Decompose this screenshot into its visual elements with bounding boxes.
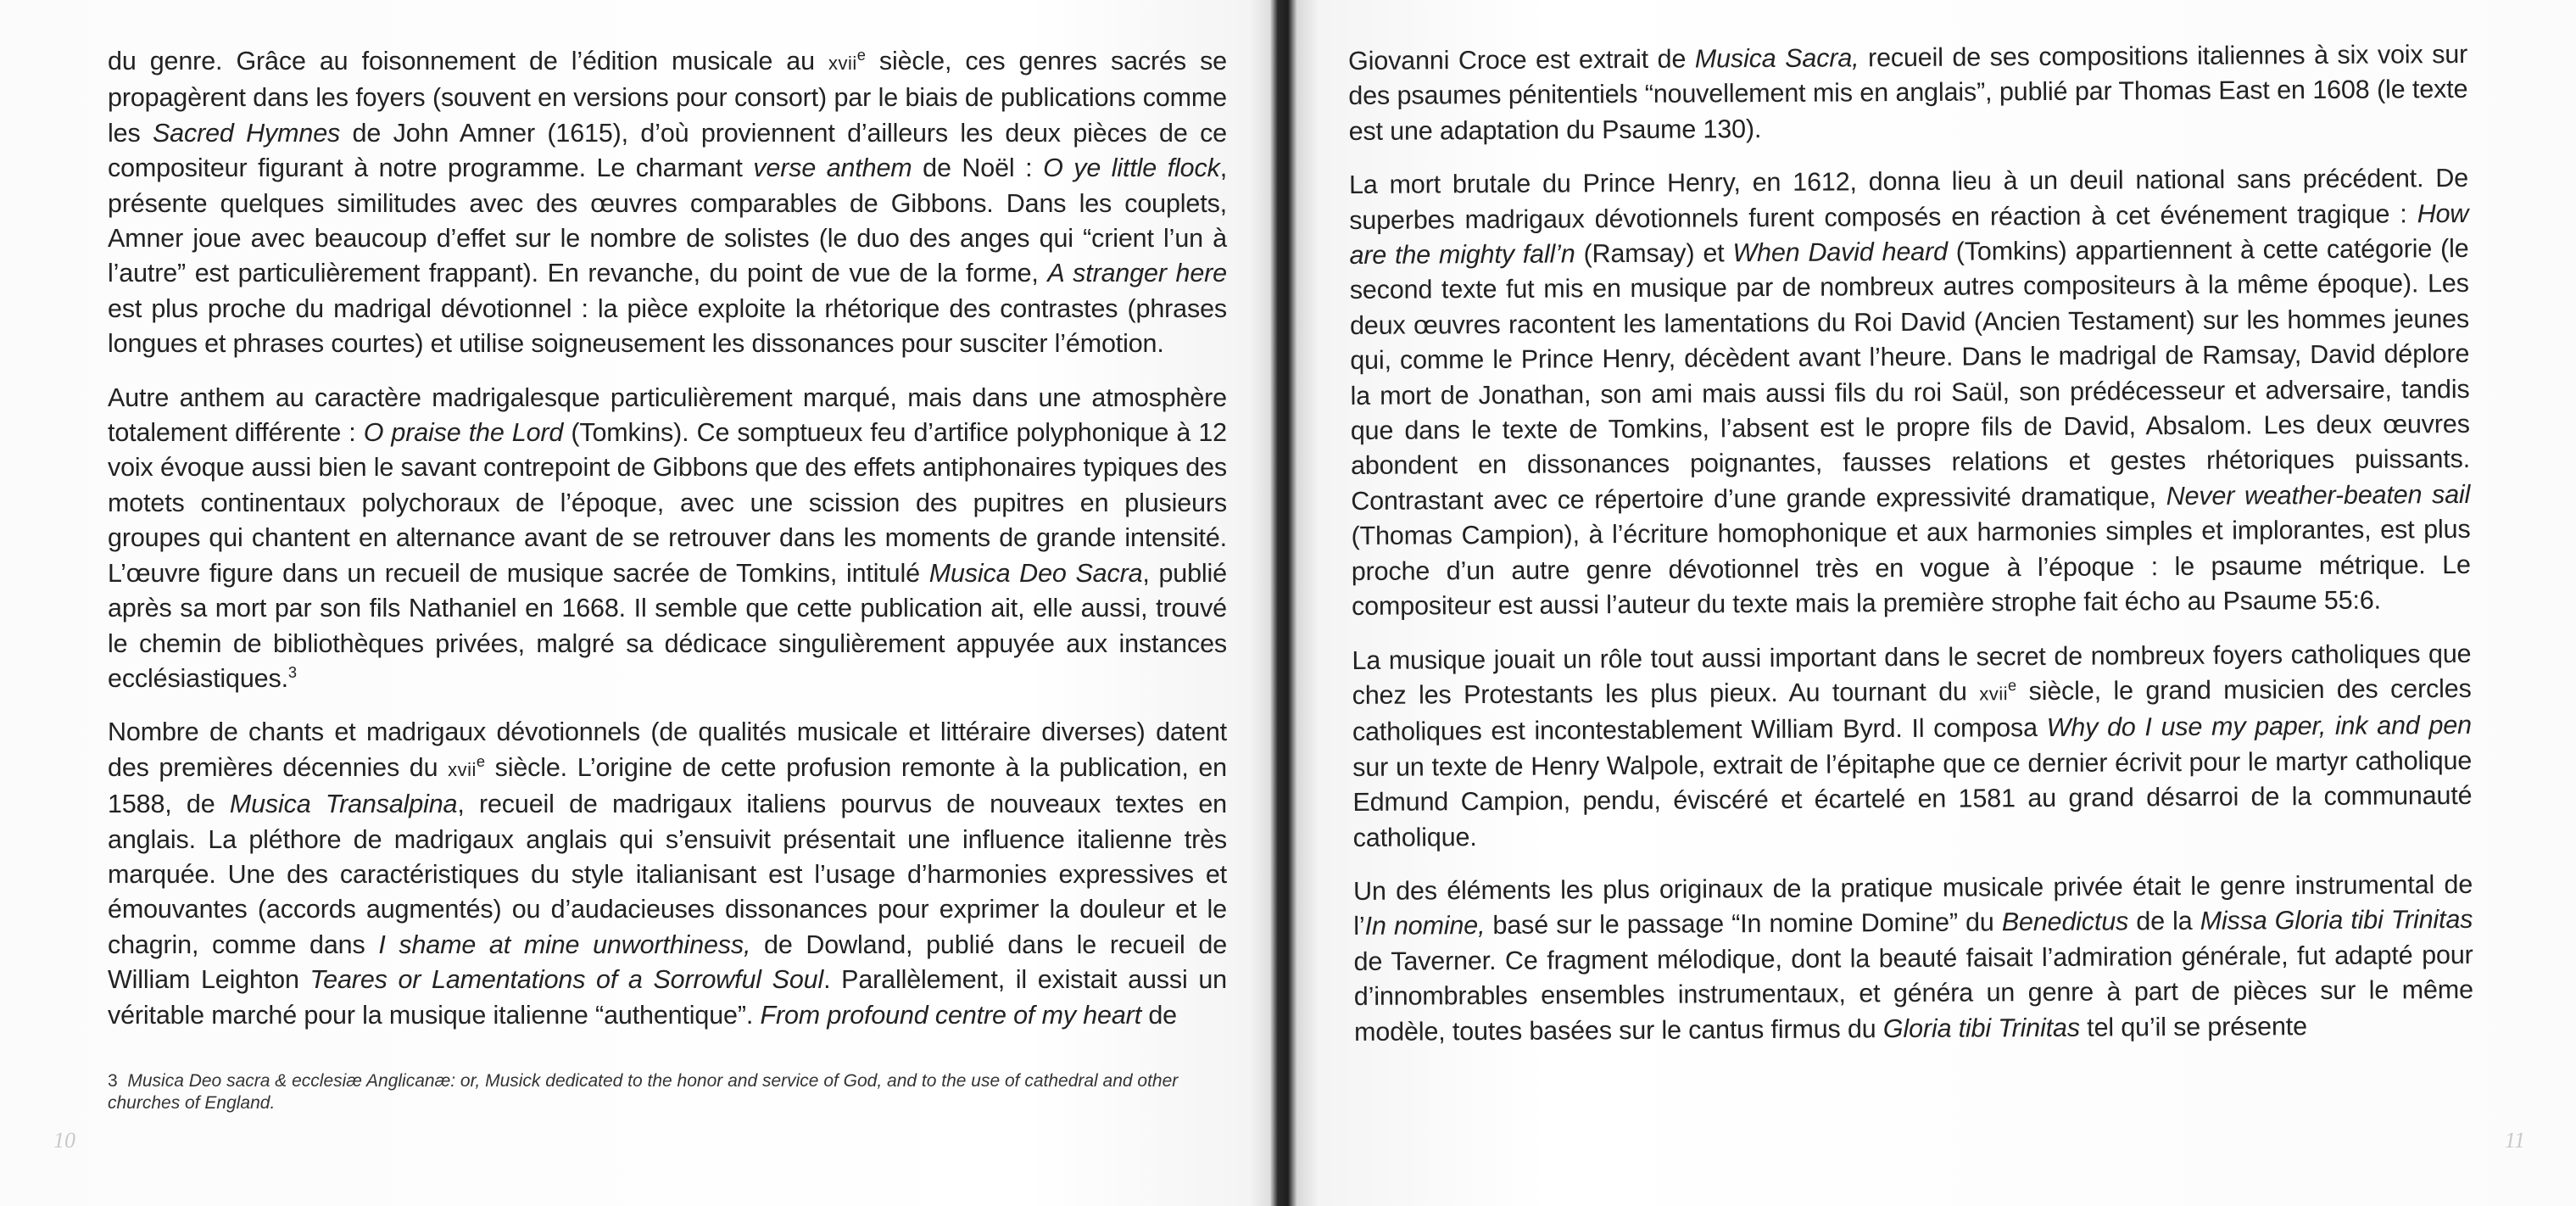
italic-text: O praise the Lord bbox=[363, 418, 564, 448]
text-run: , recueil de madrigaux italiens pourvus de nouveaux textes en anglais. La pléthore de madrigaux anglais qui s’ensuivit présentait une influence italienne très marquée. Une des caractéristiques du style italianisant est l’usage d’harmonies expressives et émouvantes (accords augmentés) ou d’audacieuses dissonances pour exprimer la douleur et le chagrin, comme dans bbox=[108, 790, 1227, 959]
text-run: de Dowland, publié dans le recueil de William Leighton bbox=[108, 930, 1228, 995]
page-number-left: 10 bbox=[53, 1128, 75, 1153]
right-text-column bbox=[1348, 37, 2473, 1069]
text-run: du genre. Grâce au foisonnement de l’édition musicale au bbox=[108, 47, 829, 75]
paragraph bbox=[108, 44, 1227, 362]
right-page bbox=[1304, 0, 2576, 1206]
text-run: est plus proche du madrigal dévotionnel : la pièce exploite la rhétorique des contrastes (phrases longues et phrases courtes) et utilise soigneusement les dissonances pour susciter l’émotion. bbox=[108, 293, 1227, 359]
page-number-right: 11 bbox=[2504, 1128, 2525, 1153]
text-run: tel qu’il se présente bbox=[2079, 1011, 2307, 1042]
italic-text: A stranger here bbox=[1047, 259, 1227, 288]
text-run: Nombre de chants et madrigaux dévotionnels (de qualités musicale et littéraire diverses) datent des premières décennies du bbox=[108, 717, 1227, 782]
italic-text: In nomine, bbox=[1364, 911, 1486, 941]
italic-text: How are the mighty fall’n bbox=[1349, 198, 2469, 271]
superscript: e bbox=[2007, 675, 2017, 695]
text-run: de la bbox=[2128, 907, 2200, 936]
footnote-text: Musica Deo sacra & ecclesiæ Anglicanæ: or, Musick dedicated to the honor and service of God, and to the use of cathedral and other churches of England. bbox=[108, 1071, 1179, 1113]
footnote bbox=[108, 1070, 1227, 1114]
superscript: e bbox=[856, 45, 866, 64]
italic-text: Musica Deo Sacra bbox=[928, 558, 1143, 588]
text-run: Un des éléments les plus originaux de la pratique musicale privée était le genre instrumental de l’ bbox=[1352, 869, 2473, 941]
text-run: de Taverner. Ce fragment mélodique, dont la beauté faisait l’admiration générale, fut adapté pour d’innombrables ensembles instrumentaux, et généra un genre à part de pièces sur le même modèle, toutes basées sur le cantus firmus du bbox=[1353, 940, 2473, 1047]
text-run: Giovanni Croce est extrait de bbox=[1348, 44, 1695, 75]
text-run: (Tomkins). Ce somptueux feu d’artifice polyphonique à 12 voix évoque aussi bien le savant contrepoint de Gibbons que des effets antiphonaires typiques des motets continentaux polychoraux de l’époque, avec une scission des pupitres en plusieurs groupes qui chantent en alternance avant de se retrouver dans les moments de grande intensité. L’œuvre figure dans un recueil de musique sacrée de Tomkins, intitulé bbox=[108, 418, 1227, 588]
text-run: xvii bbox=[1979, 683, 2009, 705]
italic-text: Gloria tibi Trinitas bbox=[1882, 1013, 2080, 1043]
text-run: (Ramsay) et bbox=[1575, 238, 1733, 269]
text-run: (Tomkins) appartiennent à cette catégorie (le second texte fut mis en musique par de nombreux autres compositeurs à la même époque). Les deux œuvres racontent les lamentations du Roi David (Ancien Testament) sur les hommes jeunes qui, comme le Prince Henry, décèdent avant l’heure. Dans le madrigal de Ramsay, David déplore la mort de Jonathan, son ami mais aussi fils du roi Saül, son prédécesseur et adversaire, tandis que dans le texte de Tomkins, l’absent est le propre fils de David, Absalom. Les deux œuvres abondent en dissonances poignantes, fausses relations et gestes rhétoriques puissants. Contrastant avec ce répertoire d’une grande expressivité dramatique, bbox=[1349, 233, 2471, 516]
italic-text: From profound centre of my heart bbox=[760, 1000, 1142, 1030]
italic-text: I shame at mine unworthiness, bbox=[378, 930, 751, 959]
text-run: de John Amner (1615), d’où proviennent d’ailleurs les deux pièces de ce compositeur figurant à notre programme. Le charmant bbox=[108, 118, 1227, 183]
paragraph bbox=[108, 381, 1227, 697]
italic-text: When David heard bbox=[1732, 237, 1948, 268]
italic-text: Never weather-beaten sail bbox=[2166, 479, 2471, 511]
text-run: siècle. L’origine de cette profusion remonte à la publication, en 1588, de bbox=[108, 752, 1227, 819]
superscript: e bbox=[476, 751, 485, 770]
text-run: de Noël : bbox=[912, 154, 1044, 183]
italic-text: Musica Sacra, bbox=[1694, 43, 1860, 74]
text-run: basé sur le passage “In nomine Domine” du bbox=[1485, 907, 2002, 941]
text-run: (Thomas Campion), à l’écriture homophonique et aux harmonies simples et implorantes, est plus proche d’un autre genre dévotionnel très en vogue à l’époque : le psaume métrique. Le compositeur est aussi l’auteur du texte mais la première strophe fait écho au Psaume 55:6. bbox=[1351, 515, 2471, 622]
italic-text: verse anthem bbox=[753, 154, 912, 183]
italic-text: Why do I use my paper, ink and pen bbox=[2046, 711, 2473, 743]
paragraph bbox=[108, 715, 1227, 1033]
paragraph bbox=[1349, 161, 2471, 624]
text-run: recueil de ses compositions italiennes à six voix sur des psaumes pénitentiels “nouvellement mis en anglais”, publié par Thomas East en 1608 (le texte est une adaptation du Psaume 130). bbox=[1348, 39, 2468, 146]
text-run: de bbox=[1141, 1000, 1177, 1030]
text-run: xvii bbox=[448, 758, 477, 780]
left-page bbox=[0, 0, 1272, 1206]
text-run: La mort brutale du Prince Henry, en 1612, donna lieu à un deuil national sans précédent. De superbes madrigaux dévotionnels furent composés en réaction à cet événement tragique : bbox=[1348, 164, 2469, 235]
italic-text: Benedictus bbox=[2001, 907, 2129, 937]
text-run: xvii bbox=[828, 53, 857, 74]
text-run: . Parallèlement, il existait aussi un véritable marché pour la musique italienne “authentique”. bbox=[108, 965, 1227, 1030]
text-run: La musique jouait un rôle tout aussi important dans le secret de nombreux foyers catholiques que chez les Protestants les plus pieux. Au tournant du bbox=[1352, 639, 2472, 710]
italic-text: O ye little flock bbox=[1043, 154, 1220, 183]
italic-text: Teares or Lamentations of a Sorrowful Soul bbox=[309, 965, 824, 995]
paragraph bbox=[1353, 868, 2473, 1050]
italic-text: Musica Transalpina bbox=[229, 790, 458, 819]
text-run: sur un texte de Henry Walpole, extrait de l’épitaphe que ce dernier écrivit pour le martyr catholique Edmund Campion, pendu, éviscéré et écartelé en 1581 au grand désarroi de la communauté catholique. bbox=[1352, 745, 2473, 852]
footnote-number: 3 bbox=[108, 1071, 118, 1091]
text-run: , présente quelques similitudes avec des œuvres comparables de Gibbons. Dans les couplets, Amner joue avec beaucoup d’effet sur le nombre de solistes (le duo des anges qui “crient l’un à l’autre” est particulièrement frappant). En revanche, du point de vue de la forme, bbox=[108, 154, 1228, 288]
text-run: siècle, le grand musicien des cercles catholiques est incontestablement William Byrd. Il composa bbox=[1352, 673, 2472, 747]
paragraph bbox=[1348, 37, 2468, 149]
left-text-column bbox=[108, 44, 1227, 1052]
text-run: siècle, ces genres sacrés se propagèrent dans les foyers (souvent en versions pour consort) par le biais de publications comme les bbox=[108, 47, 1227, 148]
italic-text: Missa Gloria tibi Trinitas bbox=[2200, 905, 2473, 936]
superscript: 3 bbox=[287, 662, 297, 681]
paragraph bbox=[1352, 636, 2473, 855]
italic-text: Sacred Hymnes bbox=[152, 118, 341, 148]
text-run: , publié après sa mort par son fils Nathaniel en 1668. Il semble que cette publication ait, elle aussi, trouvé le chemin de bibliothèques privées, malgré sa dédicace singulièrement appuyée aux instances ecclésiastiques. bbox=[108, 558, 1227, 693]
text-run: Autre anthem au caractère madrigalesque particulièrement marqué, mais dans une atmosphère totalement différente : bbox=[108, 382, 1227, 448]
